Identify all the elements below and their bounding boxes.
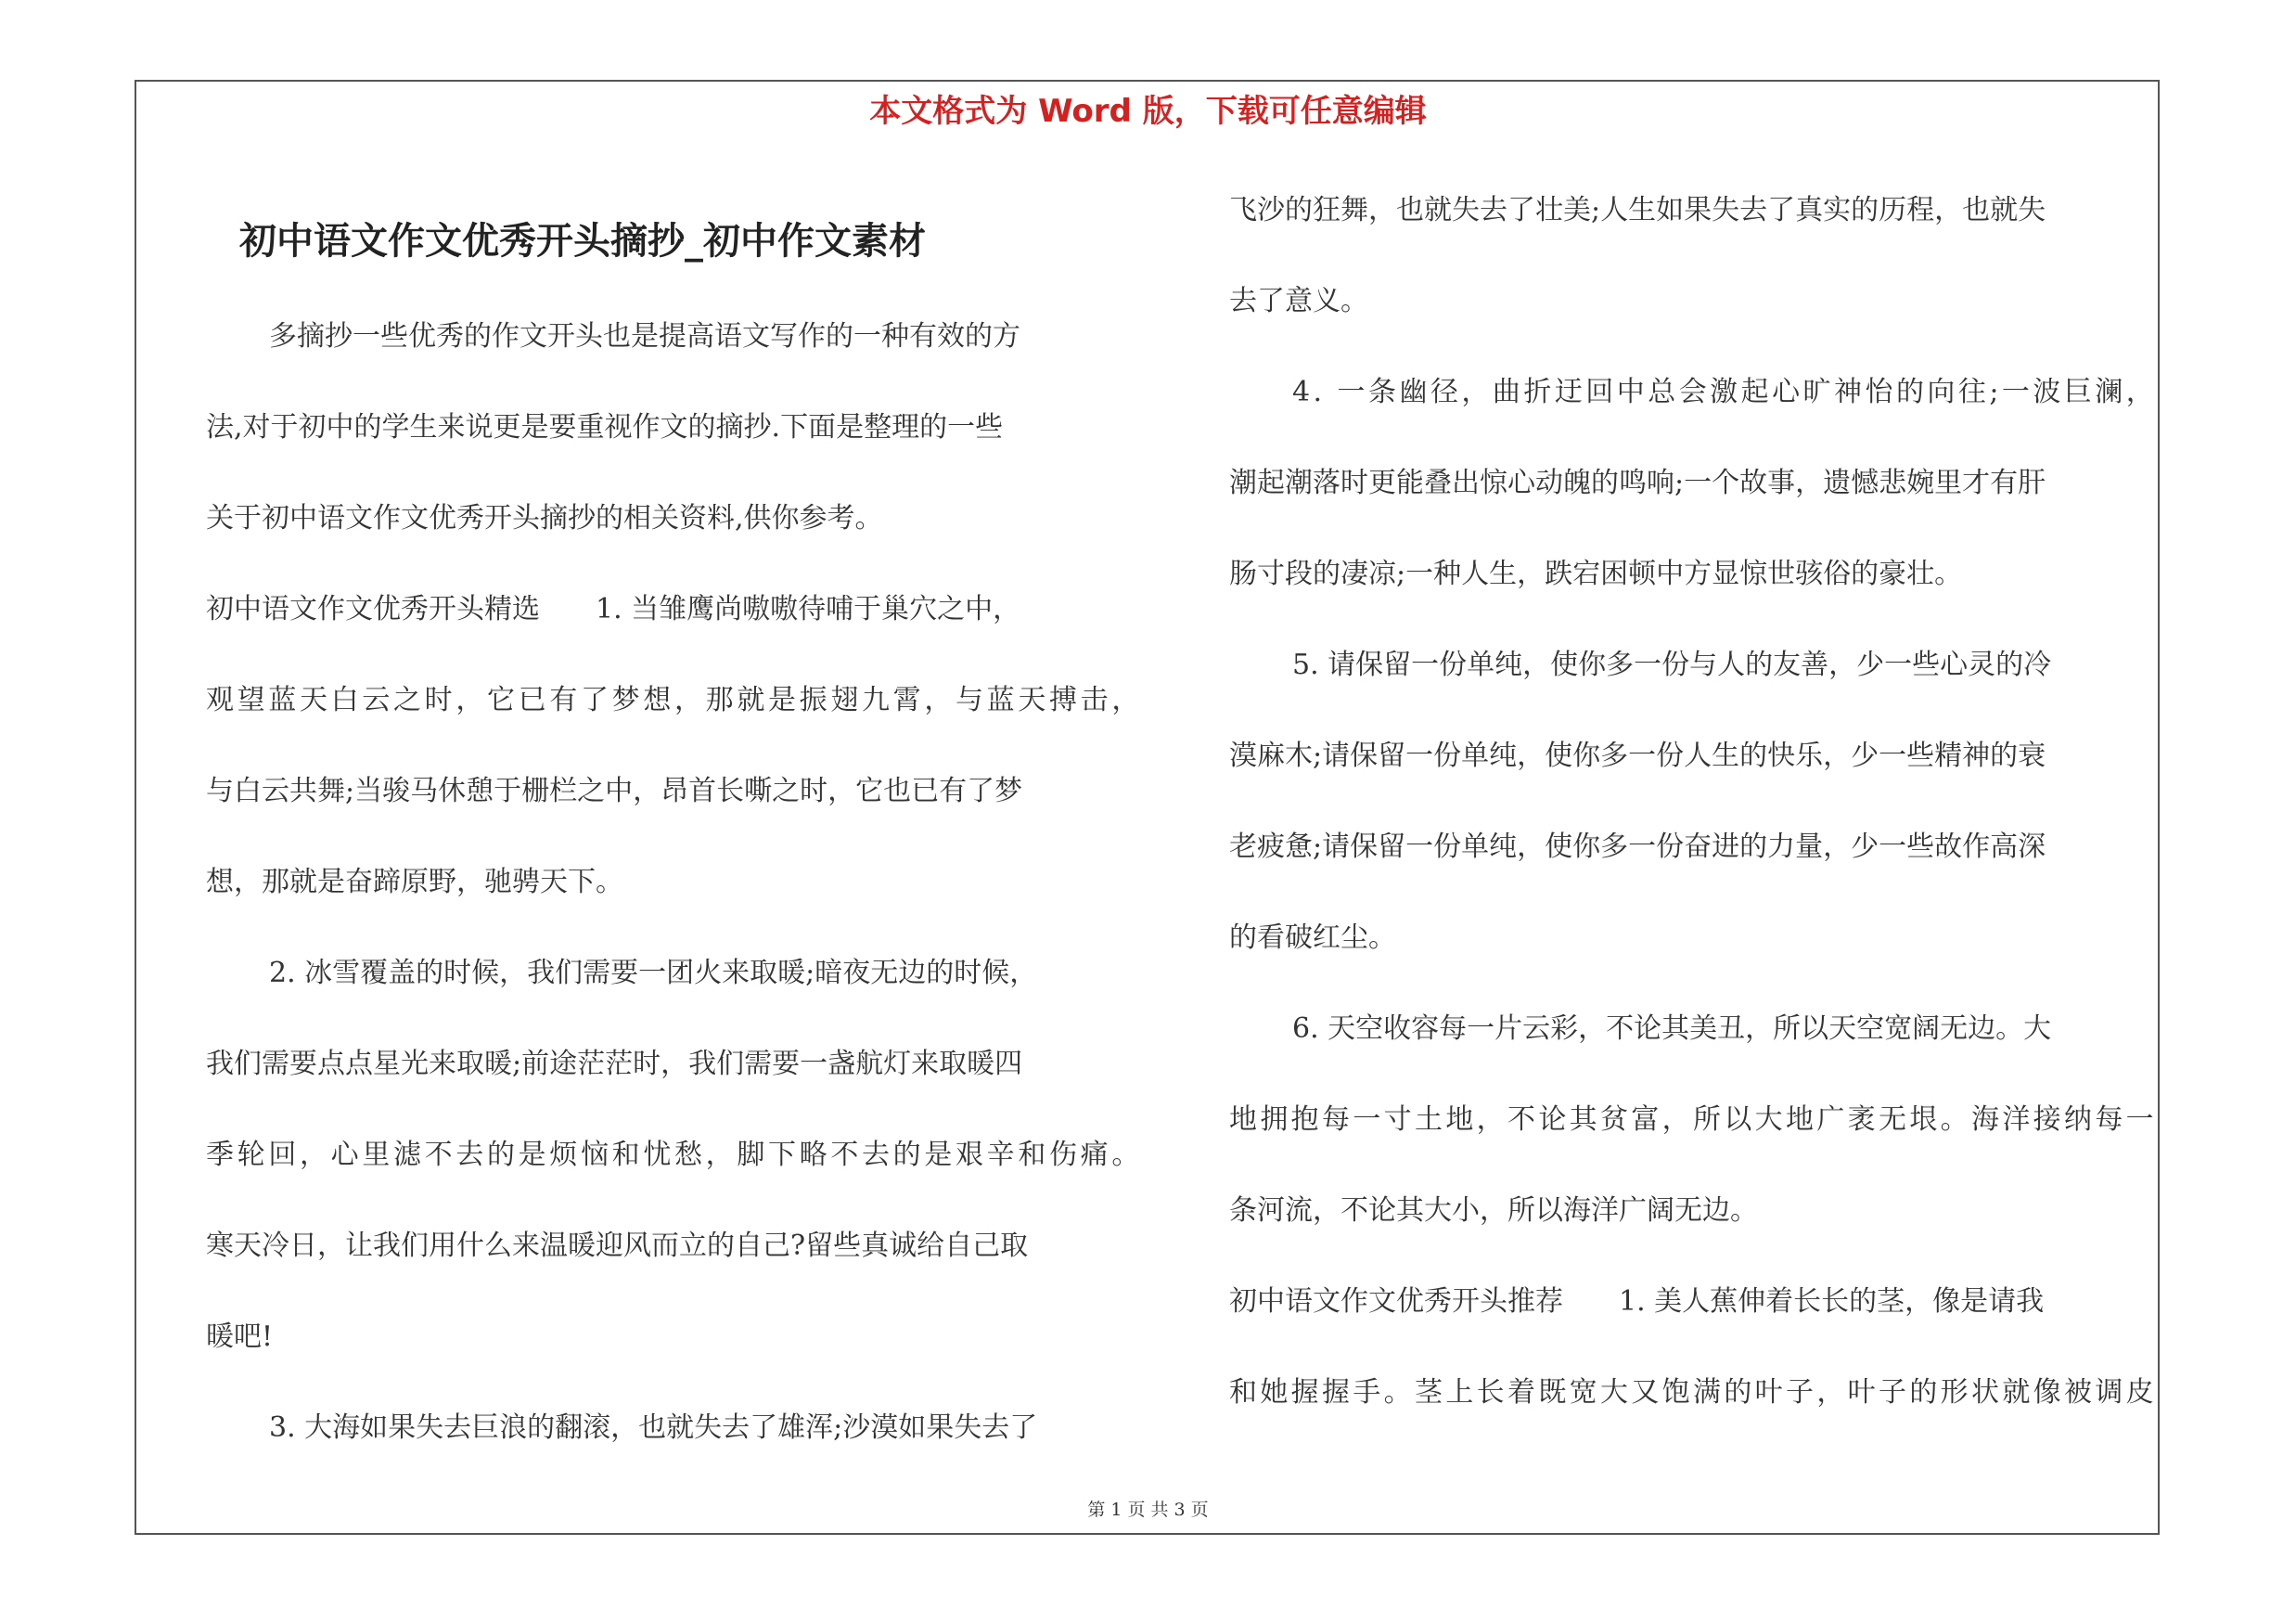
text-line: 去了意义。 — [1229, 285, 1368, 317]
text-line: 想，那就是奋蹄原野，驰骋天下。 — [206, 866, 623, 898]
text-line: 条河流，不论其大小，所以海洋广阔无边。 — [1229, 1194, 1758, 1227]
text-line: 老疲惫;请保留一份单纯，使你多一份奋进的力量，少一些故作高深 — [1229, 831, 2046, 863]
text-line: 初中语文作文优秀开头精选 1. 当雏鹰尚嗷嗷待哺于巢穴之中， — [206, 593, 1021, 625]
text-line: 3. 大海如果失去巨浪的翻滚，也就失去了雄浑;沙漠如果失去了 — [269, 1411, 1038, 1444]
text-line: 观望蓝天白云之时，它已有了梦想，那就是振翅九霄，与蓝天搏击， — [206, 684, 1143, 716]
text-line: 飞沙的狂舞，也就失去了壮美;人生如果失去了真实的历程，也就失 — [1229, 194, 2046, 226]
document-title: 初中语文作文优秀开头摘抄_初中作文素材 — [239, 219, 926, 263]
text-line: 4. 一条幽径，曲折迂回中总会激起心旷神怡的向往;一波巨澜， — [1292, 376, 2158, 408]
text-line: 我们需要点点星光来取暖;前途茫茫时，我们需要一盏航灯来取暖四 — [206, 1048, 1023, 1080]
text-line: 暖吧! — [206, 1320, 274, 1353]
text-line: 与白云共舞;当骏马休憩于栅栏之中，昂首长嘶之时，它也已有了梦 — [206, 775, 1023, 807]
text-line: 季轮回，心里滤不去的是烦恼和忧愁，脚下略不去的是艰辛和伤痛。 — [206, 1139, 1143, 1171]
page-footer: 第 1 页 共 3 页 — [1087, 1500, 1209, 1520]
text-line: 漠麻木;请保留一份单纯，使你多一份人生的快乐，少一些精神的衰 — [1229, 740, 2046, 772]
text-line: 寒天冷日，让我们用什么来温暖迎风而立的自己?留些真诚给自己取 — [206, 1230, 1029, 1262]
text-line: 多摘抄一些优秀的作文开头也是提高语文写作的一种有效的方 — [269, 320, 1020, 353]
text-line: 肠寸段的凄凉;一种人生，跌宕困顿中方显惊世骇俗的豪壮。 — [1229, 558, 1963, 590]
text-line: 5. 请保留一份单纯，使你多一份与人的友善，少一些心灵的冷 — [1292, 649, 2052, 681]
text-line: 和她握握手。茎上长着既宽大又饱满的叶子，叶子的形状就像被调皮 — [1229, 1376, 2157, 1409]
format-banner: 本文格式为 Word 版，下载可任意编辑 — [869, 93, 1427, 130]
text-line: 初中语文作文优秀开头推荐 1. 美人蕉伸着长长的茎，像是请我 — [1229, 1285, 2045, 1318]
text-line: 的看破红尘。 — [1229, 921, 1396, 954]
text-line: 2. 冰雪覆盖的时候，我们需要一团火来取暖;暗夜无边的时候， — [269, 957, 1038, 989]
text-line: 潮起潮落时更能叠出惊心动魄的鸣响;一个故事，遗憾悲婉里才有肝 — [1229, 467, 2046, 499]
text-line: 法,对于初中的学生来说更是要重视作文的摘抄.下面是整理的一些 — [206, 411, 1004, 444]
text-line: 地拥抱每一寸土地，不论其贫富，所以大地广袤无垠。海洋接纳每一 — [1229, 1103, 2157, 1136]
text-line: 关于初中语文作文优秀开头摘抄的相关资料,供你参考。 — [206, 502, 883, 535]
text-line: 6. 天空收容每一片云彩，不论其美丑，所以天空宽阔无边。大 — [1292, 1012, 2052, 1045]
